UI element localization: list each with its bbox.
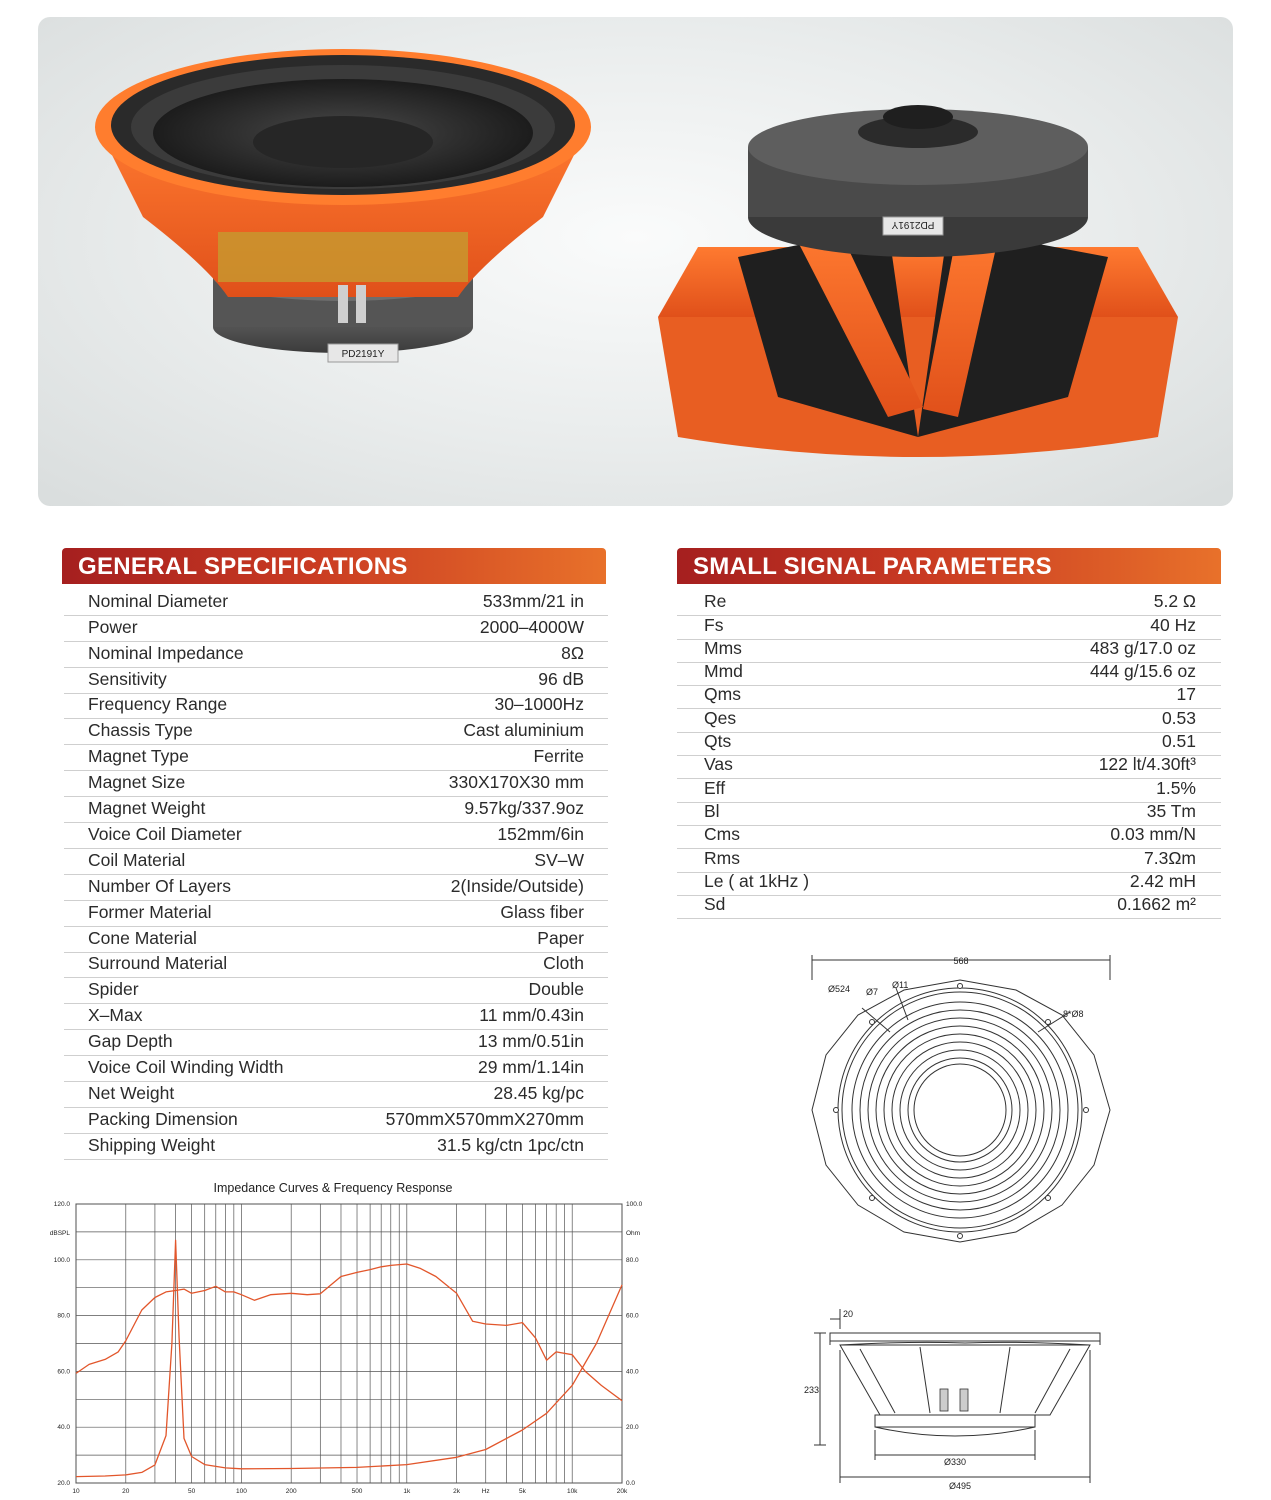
general-label: Chassis Type bbox=[88, 720, 193, 741]
product-photo-panel bbox=[38, 17, 1233, 506]
general-row bbox=[64, 1133, 608, 1160]
general-row bbox=[64, 874, 608, 901]
small_signal-row bbox=[677, 709, 1221, 733]
y2-axis-label: Ohm bbox=[626, 1230, 641, 1237]
small_signal-row bbox=[677, 732, 1221, 756]
small_signal-label: Sd bbox=[704, 894, 726, 915]
x-tick-label: 500 bbox=[351, 1488, 363, 1495]
small_signal-row bbox=[677, 825, 1221, 849]
small_signal-value: 444 g/15.6 oz bbox=[1089, 661, 1196, 682]
overall-diameter-dimension: Ø495 bbox=[948, 1481, 972, 1491]
general-value: Cast aluminium bbox=[463, 720, 584, 741]
hole11-dimension: Ø11 bbox=[892, 980, 909, 990]
small_signal-row bbox=[677, 592, 1221, 616]
small_signal-label: Bl bbox=[704, 800, 720, 821]
y2-tick-label: 0.0 bbox=[626, 1480, 636, 1487]
side-dimension-drawing bbox=[800, 1305, 1120, 1500]
general-row bbox=[64, 1003, 608, 1030]
small_signal-value: 17 bbox=[1176, 684, 1196, 705]
impedance-frequency-chart bbox=[40, 1195, 643, 1500]
small_signal-value: 0.53 bbox=[1161, 707, 1196, 728]
general-label: Sensitivity bbox=[88, 668, 167, 689]
general-row bbox=[64, 641, 608, 668]
general-label: Magnet Weight bbox=[88, 798, 206, 819]
front-model-label: PD2191Y bbox=[341, 349, 385, 360]
general-row bbox=[64, 1055, 608, 1082]
general-label: X–Max bbox=[88, 1005, 143, 1026]
general-value: 13 mm/0.51in bbox=[477, 1031, 584, 1052]
small_signal-label: Mmd bbox=[704, 661, 743, 682]
x-tick-label: 10 bbox=[72, 1488, 80, 1495]
y-tick-label: 20.0 bbox=[57, 1480, 70, 1487]
general-value: 8Ω bbox=[561, 642, 584, 663]
general-label: Power bbox=[88, 616, 138, 637]
general-label: Voice Coil Diameter bbox=[88, 823, 242, 844]
x-tick-label: 200 bbox=[285, 1488, 297, 1495]
small_signal-label: Le ( at 1kHz ) bbox=[704, 870, 810, 891]
y-tick-label: 40.0 bbox=[57, 1424, 70, 1432]
front-dimension-drawing bbox=[800, 950, 1130, 1280]
general-value: SV–W bbox=[534, 849, 584, 870]
small_signal-label: Rms bbox=[704, 847, 740, 868]
small_signal-row bbox=[677, 872, 1221, 896]
general-row bbox=[64, 770, 608, 797]
general-label: Frequency Range bbox=[88, 694, 228, 715]
general-label: Gap Depth bbox=[88, 1031, 173, 1052]
general-row bbox=[64, 615, 608, 642]
general-label: Cone Material bbox=[88, 927, 197, 948]
small_signal-value: 0.1662 m² bbox=[1117, 894, 1196, 915]
general-value: 9.57kg/337.9oz bbox=[464, 798, 584, 819]
small_signal-value: 2.42 mH bbox=[1129, 870, 1196, 891]
general-row bbox=[64, 848, 608, 875]
height-dimension: 233 bbox=[804, 1385, 820, 1395]
general-label: Magnet Type bbox=[88, 746, 189, 767]
general-row bbox=[64, 693, 608, 720]
general-label: Number Of Layers bbox=[88, 875, 231, 896]
speaker-front-photo bbox=[95, 49, 591, 362]
general-label: Net Weight bbox=[88, 1082, 175, 1103]
general-value: 330X170X30 mm bbox=[448, 772, 584, 793]
general-row bbox=[64, 667, 608, 694]
y2-tick-label: 20.0 bbox=[626, 1424, 639, 1432]
general-row bbox=[64, 589, 608, 616]
general-row bbox=[64, 1029, 608, 1056]
general-value: 30–1000Hz bbox=[494, 694, 584, 715]
small_signal-label: Fs bbox=[704, 614, 724, 635]
y2-tick-label: 100.0 bbox=[626, 1201, 643, 1208]
x-tick-label: 50 bbox=[187, 1488, 196, 1495]
flange-dimension: 20 bbox=[843, 1309, 854, 1319]
y2-tick-label: 40.0 bbox=[626, 1368, 639, 1376]
y-tick-label: 100.0 bbox=[53, 1256, 70, 1264]
x-tick-label: Hz bbox=[481, 1488, 490, 1495]
chart-title: Impedance Curves & Frequency Response bbox=[213, 1181, 453, 1195]
small_signal-row bbox=[677, 802, 1221, 826]
small-signal-table bbox=[677, 592, 1221, 918]
small_signal-label: Eff bbox=[704, 777, 726, 798]
y-tick-label: 60.0 bbox=[57, 1368, 70, 1376]
general-row bbox=[64, 796, 608, 823]
general-value: 11 mm/0.43in bbox=[479, 1005, 584, 1026]
speaker-rear-photo bbox=[658, 105, 1178, 457]
general-value: Paper bbox=[537, 927, 584, 948]
small_signal-value: 122 lt/4.30ft³ bbox=[1098, 754, 1196, 775]
general-label: Nominal Impedance bbox=[88, 642, 244, 663]
y2-tick-label: 60.0 bbox=[626, 1312, 639, 1320]
general-value: 28.45 kg/pc bbox=[493, 1082, 584, 1103]
general-row bbox=[64, 1107, 608, 1134]
small_signal-row bbox=[677, 895, 1221, 919]
small_signal-label: Qts bbox=[704, 731, 732, 752]
general-value: 152mm/6in bbox=[497, 823, 584, 844]
general-value: Cloth bbox=[543, 953, 584, 974]
general-label: Surround Material bbox=[88, 953, 228, 974]
magnet-diameter-dimension: Ø330 bbox=[943, 1457, 967, 1467]
small_signal-row bbox=[677, 639, 1221, 663]
width-dimension: 568 bbox=[953, 956, 969, 966]
general-label: Packing Dimension bbox=[88, 1108, 238, 1129]
small_signal-value: 5.2 Ω bbox=[1153, 591, 1196, 612]
small_signal-value: 483 g/17.0 oz bbox=[1089, 637, 1196, 658]
general-label: Shipping Weight bbox=[88, 1134, 216, 1155]
mount-holes-dimension: 8*Ø8 bbox=[1063, 1009, 1084, 1019]
general-label: Nominal Diameter bbox=[88, 590, 229, 611]
general-value: 533mm/21 in bbox=[482, 590, 584, 611]
small_signal-label: Qms bbox=[704, 684, 741, 705]
general-row bbox=[64, 900, 608, 927]
general-label: Voice Coil Winding Width bbox=[88, 1057, 284, 1078]
outer-diameter-dimension: Ø524 bbox=[828, 984, 851, 994]
y2-tick-label: 80.0 bbox=[626, 1256, 639, 1264]
x-tick-label: 1k bbox=[403, 1488, 411, 1495]
front-frame-outline bbox=[812, 980, 1110, 1242]
general-value: 2000–4000W bbox=[479, 616, 584, 637]
general-value: Glass fiber bbox=[500, 901, 584, 922]
small_signal-label: Re bbox=[704, 591, 727, 612]
general-value: Ferrite bbox=[533, 746, 584, 767]
general-row bbox=[64, 978, 608, 1005]
x-tick-label: 2k bbox=[453, 1488, 461, 1495]
general-value: Double bbox=[528, 979, 584, 1000]
small_signal-row bbox=[677, 615, 1221, 639]
y-axis-label: dBSPL bbox=[49, 1230, 70, 1237]
general-spec-table bbox=[64, 589, 608, 1160]
x-tick-label: 10k bbox=[566, 1488, 578, 1495]
general-label: Former Material bbox=[88, 901, 212, 922]
general-value: 570mmX570mmX270mm bbox=[385, 1108, 584, 1129]
general-row bbox=[64, 822, 608, 849]
small_signal-value: 1.5% bbox=[1156, 777, 1196, 798]
small_signal-label: Cms bbox=[704, 824, 740, 845]
small-signal-header: SMALL SIGNAL PARAMETERS bbox=[677, 548, 1221, 584]
small_signal-row bbox=[677, 848, 1221, 872]
small_signal-value: 35 Tm bbox=[1146, 800, 1196, 821]
small_signal-value: 0.03 mm/N bbox=[1110, 824, 1196, 845]
small_signal-row bbox=[677, 662, 1221, 686]
general-row bbox=[64, 1081, 608, 1108]
general-label: Coil Material bbox=[88, 849, 186, 870]
general-value: 29 mm/1.14in bbox=[477, 1057, 584, 1078]
x-tick-label: 20k bbox=[616, 1488, 628, 1495]
small_signal-value: 40 Hz bbox=[1150, 614, 1196, 635]
general-value: 96 dB bbox=[538, 668, 584, 689]
small_signal-row bbox=[677, 755, 1221, 779]
hole7-dimension: Ø7 bbox=[866, 987, 879, 997]
small_signal-label: Qes bbox=[704, 707, 737, 728]
small_signal-value: 7.3Ωm bbox=[1144, 847, 1196, 868]
general-spec-header: GENERAL SPECIFICATIONS bbox=[62, 548, 606, 584]
x-tick-label: 5k bbox=[518, 1488, 526, 1495]
small_signal-label: Vas bbox=[704, 754, 733, 775]
rear-model-label: PD2191Y bbox=[891, 219, 935, 230]
y-tick-label: 120.0 bbox=[53, 1201, 70, 1208]
general-row bbox=[64, 719, 608, 746]
small_signal-label: Mms bbox=[704, 637, 742, 658]
general-label: Magnet Size bbox=[88, 772, 186, 793]
general-row bbox=[64, 744, 608, 771]
small_signal-row bbox=[677, 685, 1221, 709]
general-row bbox=[64, 952, 608, 979]
x-tick-label: 100 bbox=[235, 1488, 247, 1495]
general-value: 31.5 kg/ctn 1pc/ctn bbox=[437, 1134, 584, 1155]
y-tick-label: 80.0 bbox=[57, 1312, 70, 1320]
general-label: Spider bbox=[88, 979, 139, 1000]
general-value: 2(Inside/Outside) bbox=[450, 875, 584, 896]
general-row bbox=[64, 926, 608, 953]
small_signal-row bbox=[677, 778, 1221, 802]
x-tick-label: 20 bbox=[122, 1488, 130, 1495]
small_signal-value: 0.51 bbox=[1161, 731, 1196, 752]
